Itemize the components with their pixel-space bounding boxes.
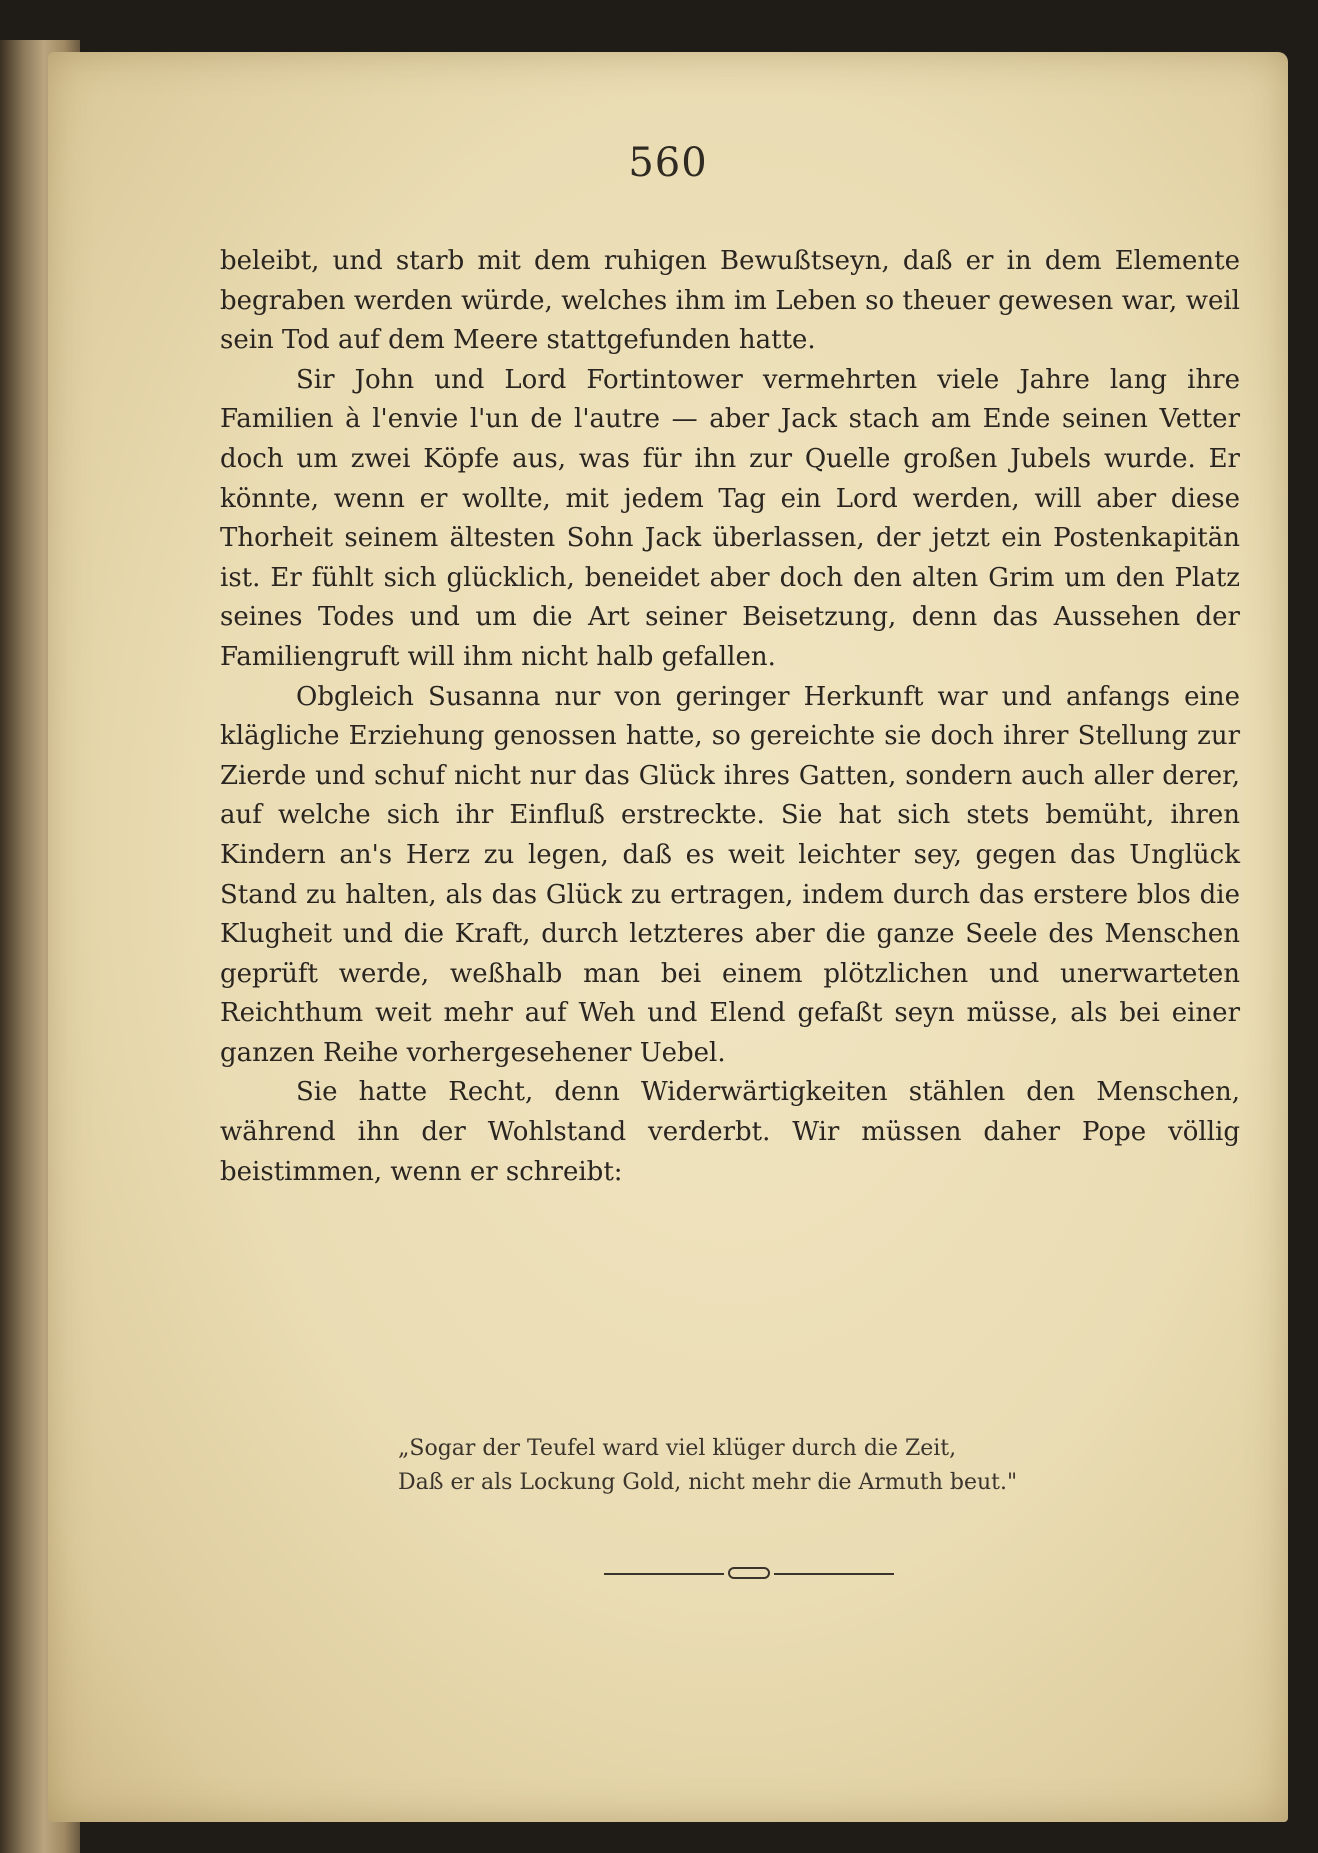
ornament-knot-icon [728,1567,770,1579]
book-page [48,52,1288,1822]
body-text [220,242,1240,1192]
paragraph-4: Sie hatte Recht, denn Widerwärtigkeiten stählen den Menschen, während ihn der Wohlstand verderbt. Wir müssen daher Pope völlig beistimmen, wenn er schreibt: [220,1077,1240,1187]
paragraph-3: Obgleich Susanna nur von geringer Herkunft war und anfangs eine klägliche Erziehung genossen hatte, so gereichte sie doch ihrer Stellung zur Zierde und schuf nicht nur das Glück ihres Gatten, sondern auch aller derer, auf welche sich ihr Einfluß erstreckte. Sie hat sich stets bemüht, ihren Kindern an's Herz zu legen, daß es weit leichter sey, gegen das Unglück Stand zu halten, als das Glück zu ertragen, indem durch das erstere blos die Klugheit und die Kraft, durch letzteres aber die ganze Seele des Menschen geprüft werde, weßhalb man bei einem plötzlichen und unerwarteten Reichthum weit mehr auf Weh und Elend gefaßt seyn müsse, als bei einer ganzen Reihe vorhergesehener Uebel. [220,681,1240,1068]
verse-line-1: „Sogar der Teufel ward viel klüger durch die Zeit, [398,1436,957,1461]
page-number: 560 [628,140,708,186]
end-ornament [604,1567,894,1581]
paragraph-1: beleibt, und starb mit dem ruhigen Bewußtseyn, daß er in dem Elemente begraben werden würde, welches ihm im Leben so theuer gewesen war, weil sein Tod auf dem Meere stattgefunden hatte. [220,246,1240,356]
verse-quote [398,1432,1118,1500]
verse-line-2: Daß er als Lockung Gold, nicht mehr die Armuth beut." [398,1470,1018,1495]
paragraph-2: Sir John und Lord Fortintower vermehrten viele Jahre lang ihre Familien à l'envie l'un de l'autre — aber Jack stach am Ende seinen Vetter doch um zwei Köpfe aus, was für ihn zur Quelle großen Jubels wurde. Er könnte, wenn er wollte, mit jedem Tag ein Lord werden, will aber diese Thorheit seinem ältesten Sohn Jack überlassen, der jetzt ein Postenkapitän ist. Er fühlt sich glücklich, beneidet aber doch den alten Grim um den Platz seines Todes und um die Art seiner Beisetzung, denn das Aussehen der Familiengruft will ihm nicht halb gefallen. [220,364,1240,672]
ornament-line-right [774,1573,894,1575]
ornament-line-left [604,1573,724,1575]
